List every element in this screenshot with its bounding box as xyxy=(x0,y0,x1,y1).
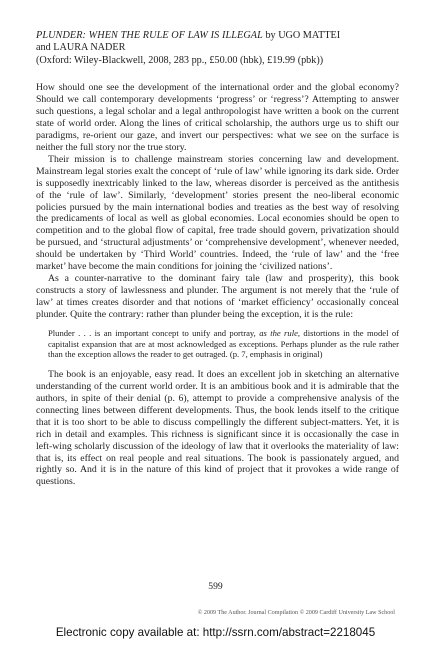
paragraph-4: The book is an enjoyable, easy read. It does an excellent job in sketching an alternative understanding of the current world order. It is an ambitious book and it is admirable that the authors, in spite of their denial (p. 6), attempt to provide a comprehensive analysis of the connecting lines between different developments. Thus, the book lends itself to the critique that it is too short to be able to discuss compellingly the different subject-matters. Yet, it is rich in detail and examples. This richness is significant since it is occasionally the case in left-wing scholarly discussion of the ideology of law that it overlooks the materiality of law: that is, its effect on real people and real situations. The book is passionately argued, and rightly so. And it is in the nature of this kind of project that it provokes a wide range of questions. xyxy=(36,368,399,488)
paragraph-1: How should one see the development of the international order and the global economy? Should we call contemporary developments ‘progress’ or ‘regress’? Attempting to answer such questions, a legal scholar and a legal anthropologist have written a book on the current state of world order. Along the lines of critical scholarship, the authors urge us to shift our paradigms, re-orient our gaze, and invert our perspectives: what we see on the surface is neither the full story nor the true story. xyxy=(36,82,399,153)
block-quote xyxy=(48,328,399,360)
quote-emphasis: as the rule xyxy=(259,328,298,339)
book-title: PLUNDER: WHEN THE RULE OF LAW IS ILLEGAL xyxy=(36,30,263,41)
authors-line-2: and LAURA NADER xyxy=(36,42,126,54)
quote-text-start: Plunder . . . is an important concept to unify and portray, xyxy=(48,328,260,339)
publication-details: (Oxford: Wiley-Blackwell, 2008, 283 pp., £50.00 (hbk), £19.99 (pbk)) xyxy=(36,54,324,66)
copyright-notice: © 2009 The Author. Journal Compilation © 2009 Cardiff University Law School xyxy=(197,610,395,616)
authors-line-1: by UGO MATTEI xyxy=(262,30,341,41)
ssrn-download-stamp: Electronic copy available at: http://ssrn.com/abstract=2218045 xyxy=(55,626,376,639)
quote-text-end: , distortions in the model of capitalist expansion that are at most acknowledged as exceptions. Perhaps plunder as the rule rather than the exception allows the reader to get outraged. (p. 7, emphasis in original) xyxy=(48,328,399,360)
book-review-header xyxy=(36,30,396,67)
review-body xyxy=(36,82,399,488)
paragraph-2: Their mission is to challenge mainstream stories concerning law and development. Mainstream legal stories exalt the concept of ‘rule of law’ while ignoring its dark side. Order is supposedly inextricably linked to the law, whereas disorder is perceived as the antithesis of the ‘rule of law’. Similarly, ‘development’ stories present the neo-liberal economic policies pursued by the main international bodies and treaties as the best way of resolving the predicaments of local as well as global economies. Local economies should be open to competition and to the global flow of capital, free trade should govern, privatization should be pursued, and ‘structural adjustments’ or ‘comprehensive development’, whenever needed, should be undertaken by ‘Third World’ countries. Indeed, the ‘rule of law’ and the ‘free market’ have become the main conditions for joining the ‘civilized nations’. xyxy=(36,153,399,273)
paragraph-3: As a counter-narrative to the dominant fairy tale (law and prosperity), this book constructs a story of lawlessness and plunder. The argument is not merely that the ‘rule of law’ at times creates disorder and that notions of ‘market efficiency’ occasionally conceal plunder. Quite the contrary: rather than plunder being the exception, it is the rule: xyxy=(36,273,399,321)
page-number: 599 xyxy=(208,581,223,592)
